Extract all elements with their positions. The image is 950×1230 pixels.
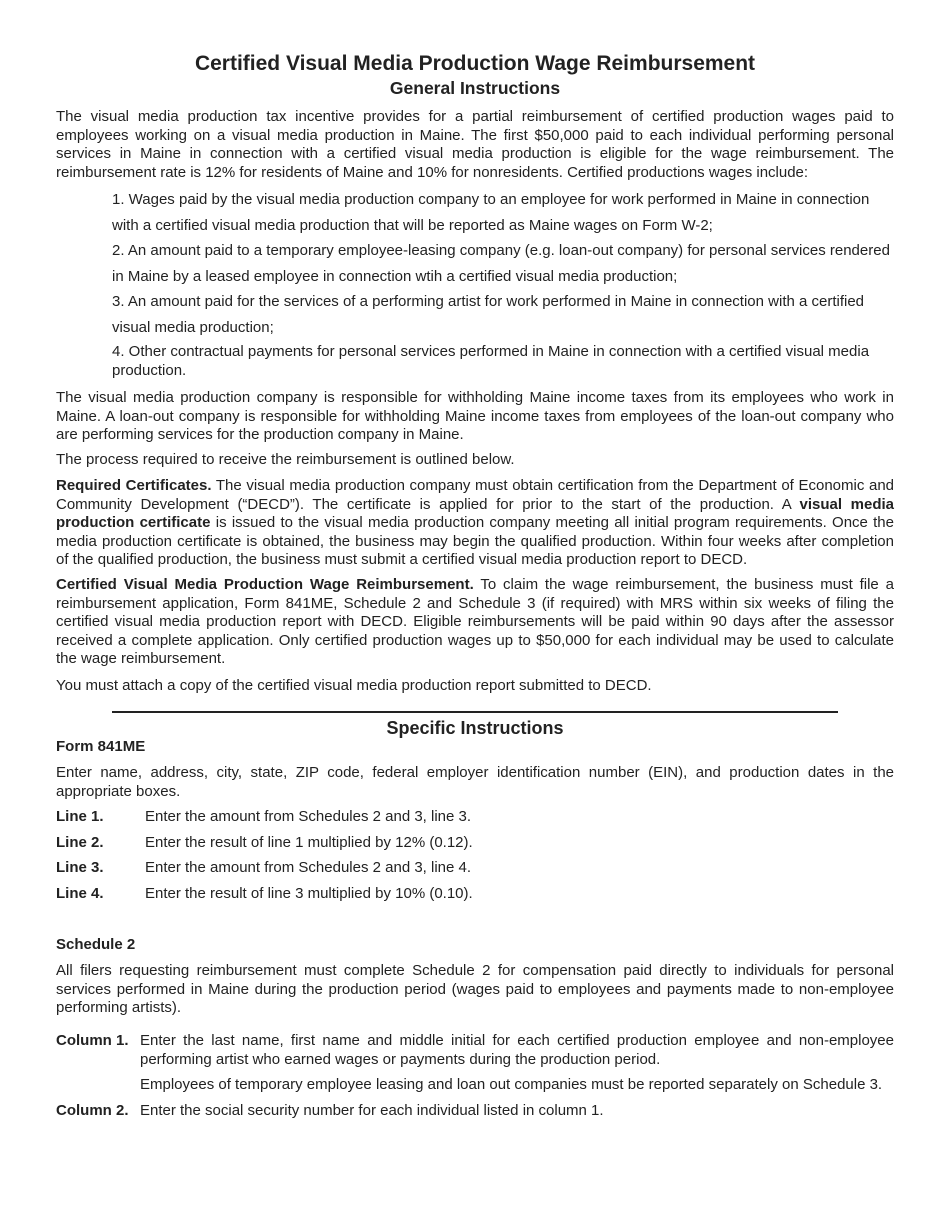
column-1-text: Enter the last name, first name and middle initial for each certified production employee and non-employee performing artist who earned wages or payments during the production period. <box>140 1032 894 1068</box>
attach-paragraph: You must attach a copy of the certified visual media production report submitted to DECD. <box>56 677 652 694</box>
form-intro-paragraph: Enter name, address, city, state, ZIP code, federal employer identification number (EIN), and production dates in the appropriate boxes. <box>56 764 894 800</box>
column-2-text: Enter the social security number for each individual listed in column 1. <box>140 1102 604 1119</box>
line-text: Enter the result of line 1 multiplied by 12% (0.12). <box>145 834 473 851</box>
column-1-note: Employees of temporary employee leasing and loan out companies must be reported separately on Schedule 3. <box>140 1076 883 1093</box>
schedule-2-heading: Schedule 2 <box>56 936 136 953</box>
line-label: Line 4. <box>56 885 104 902</box>
withholding-paragraph: The visual media production company is responsible for withholding Maine income taxes from its employees who work in Maine. A loan-out company is responsible for withholding Maine income taxes from employees of the loan-out company who are performing services for the production company in Maine. <box>56 389 894 443</box>
list-item: 4. Other contractual payments for personal services performed in Maine in connection with a certified visual media production. <box>112 343 870 379</box>
certificates-paragraph: Required Certificates. The visual media production company must obtain certification from the Department of Economic and Community Development (“DECD”). The certificate is applied for prior to the start of the production. A visual media production certificate is issued to the visual media production company meeting all initial program requirements. Once the media production certificate is obtained, the business may begin the qualified production. Within four weeks after completion of the qualified production, the business must submit a certified visual media production report to DECD. <box>56 477 895 568</box>
line-label: Line 3. <box>56 859 104 876</box>
list-item: 1. Wages paid by the visual media production company to an employee for work performed in Maine in connection with a certified visual media production that will be reported as Maine wages on Form W-2; <box>112 191 870 234</box>
certificates-label: Required Certificates. <box>56 477 212 494</box>
schedule-2-intro: All filers requesting reimbursement must complete Schedule 2 for compensation paid directly to individuals for personal services performed in Maine during the production period (wages paid to employees and payments made to non-employee performing artists). <box>56 962 894 1016</box>
line-label: Line 1. <box>56 808 104 825</box>
reimbursement-paragraph: Certified Visual Media Production Wage Reimbursement. To claim the wage reimbursement, the business must file a reimbursement application, Form 841ME, Schedule 2 and Schedule 3 (if required) with MRS within six weeks of filing the certified visual media production report with DECD. Eligible reimbursements will be paid within 90 days after the assessor received a complete application. Only certified production wages up to $50,000 for each individual may be used to calculate the wage reimbursement. <box>56 576 894 667</box>
form-841me-heading: Form 841ME <box>56 738 146 755</box>
certificate-term: visual media production certificate <box>56 495 894 531</box>
process-paragraph: The process required to receive the reimbursement is outlined below. <box>56 451 515 468</box>
line-text: Enter the amount from Schedules 2 and 3, line 3. <box>145 808 472 825</box>
page-title: Certified Visual Media Production Wage Reimbursement <box>194 52 756 75</box>
column-label: Column 1. <box>56 1032 129 1049</box>
line-label: Line 2. <box>56 834 104 851</box>
section-divider <box>112 711 838 713</box>
specific-instructions-heading: Specific Instructions <box>386 718 564 738</box>
line-text: Enter the result of line 3 multiplied by 10% (0.10). <box>145 885 473 902</box>
line-text: Enter the amount from Schedules 2 and 3, line 4. <box>145 859 472 876</box>
reimbursement-label: Certified Visual Media Production Wage Reimbursement. <box>56 576 474 593</box>
page-subtitle: General Instructions <box>389 78 561 98</box>
list-item: 3. An amount paid for the services of a performing artist for work performed in Maine in connection with a certified visual media production; <box>112 293 865 336</box>
intro-paragraph: The visual media production tax incentive provides for a partial reimbursement of certified production wages paid to employees working on a visual media production in Maine. The first $50,000 paid to each individual performing personal services in Maine in connection with a certified visual media production is eligible for the wage reimbursement. The reimbursement rate is 12% for residents of Maine and 10% for nonresidents. Certified productions wages include: <box>56 108 894 181</box>
column-label: Column 2. <box>56 1102 129 1119</box>
list-item: 2. An amount paid to a temporary employee-leasing company (e.g. loan-out company) for personal services rendered in Maine by a leased employee in connection wtih a certified visual media production; <box>112 242 890 285</box>
